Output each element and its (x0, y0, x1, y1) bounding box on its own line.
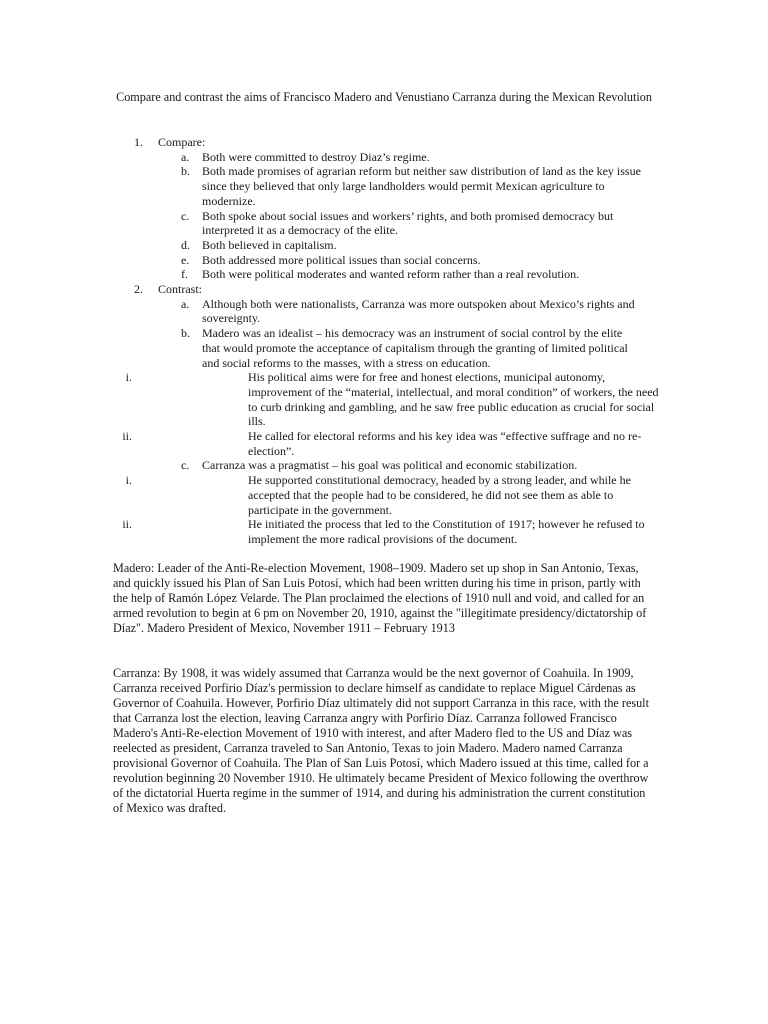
list-marker: ii. (122, 429, 132, 444)
list-marker: b. (181, 164, 190, 179)
list-marker: ii. (122, 517, 132, 532)
sub-list-item-text: He called for electoral reforms and his key idea was “effective suffrage and no re-election”. (248, 429, 642, 458)
sub-list-item (0, 473, 660, 517)
list-marker: 2. (134, 282, 143, 297)
list-item (0, 253, 642, 268)
list-item-text: Although both were nationalists, Carranza was more outspoken about Mexico’s rights and sovereignty. (202, 296, 635, 326)
section-label: Compare: (158, 135, 206, 149)
madero-paragraph: Madero: Leader of the Anti-Re-election Movement, 1908–1909. Madero set up shop in San Antonio, Texas, and quickly issued his Plan of San Luis Potosí, which had been written during his time in prison, partly with the help of Ramón López Velarde. The Plan proclaimed the elections of 1910 null and void, and called for an armed revolution to begin at 6 pm on November 20, 1910, against the "illegitimate presidency/dictatorship of Díaz". Madero President of Mexico, November 1911 – February 1913 (113, 561, 647, 635)
section-label: Contrast: (158, 282, 202, 297)
list-item-text: Both were political moderates and wanted reform rather than a real revolution. (202, 267, 580, 282)
list-marker: a. (181, 149, 190, 164)
document-title: Compare and contrast the aims of Francisco Madero and Venustiano Carranza during the Mexican Revolution (116, 90, 652, 104)
outline-list (0, 135, 768, 547)
list-marker: i. (125, 473, 132, 488)
list-item-text: Both spoke about social issues and workers’ rights, and both promised democracy but interpreted it as a democracy of the elite. (202, 208, 614, 238)
list-marker: b. (181, 326, 190, 341)
list-item (0, 209, 642, 238)
list-marker: i. (125, 370, 132, 385)
sub-list-item (0, 429, 660, 458)
list-marker: 1. (134, 135, 143, 149)
list-item (0, 238, 642, 253)
section-contrast (0, 282, 768, 297)
section-compare (0, 135, 768, 150)
list-item-text: Both addressed more political issues than social concerns. (202, 252, 481, 267)
list-item (0, 458, 642, 473)
list-item (0, 326, 642, 370)
list-item (0, 297, 642, 326)
list-item-text: Both believed in capitalism. (202, 237, 337, 252)
list-item-text: Carranza was a pragmatist – his goal was political and economic stabilization. (202, 458, 578, 473)
sub-list-item-text: He initiated the process that led to the Constitution of 1917; however he refused to implement the more radical provisions of the document. (248, 517, 645, 546)
carranza-paragraph: Carranza: By 1908, it was widely assumed that Carranza would be the next governor of Coahuila. In 1909, Carranza received Porfirio Díaz's permission to declare himself as candidate to replace Miguel Cárdenas as Governor of Coahuila. However, Porfirio Díaz ultimately did not support Carranza in this race, with the result that Carranza lost the election, leaving Carranza angry with Porfirio Díaz. Carranza followed Francisco Madero's Anti-Re-election Movement of 1910 with interest, and after Madero fled to the US and Díaz was reelected as president, Carranza traveled to San Antonio, Texas to join Madero. Madero named Carranza provisional Governor of Coahuila. The Plan of San Luis Potosí, which Madero issued at this time, called for a revolution beginning 20 November 1910. He ultimately became President of Mexico following the overthrow of the dictatorial Huerta regime in the summer of 1914, and during his administration the current constitution of Mexico was drafted. (113, 666, 649, 815)
list-item-text: Both made promises of agrarian reform but neither saw distribution of land as the key issue since they believed that only large landholders would permit Mexican agriculture to modernize. (202, 164, 641, 208)
list-marker: e. (181, 252, 190, 267)
sub-list-item (0, 370, 660, 429)
sub-list-item-text: His political aims were for free and honest elections, municipal autonomy, improvement of the “material, intellectual, and moral condition” of workers, the need to curb drinking and gambling, and he saw free public education as crucial for social ills. (248, 370, 659, 429)
list-item-text: Both were committed to destroy Diaz’s regime. (202, 149, 430, 164)
list-item (0, 267, 642, 282)
list-item (0, 150, 642, 165)
list-marker: c. (181, 208, 190, 223)
list-marker: f. (181, 267, 188, 282)
sub-list-item-text: He supported constitutional democracy, headed by a strong leader, and while he accepted that the people had to be considered, he did not see them as able to participate in the government. (248, 473, 631, 517)
list-marker: d. (181, 237, 190, 252)
list-item-text: Madero was an idealist – his democracy was an instrument of social control by the elite that would promote the acceptance of capitalism through the granting of limited political and social reforms to the masses, with a stress on education. (202, 326, 628, 370)
list-marker: a. (181, 296, 190, 311)
sub-list-item (0, 517, 660, 546)
list-marker: c. (181, 458, 190, 473)
list-item (0, 164, 642, 208)
